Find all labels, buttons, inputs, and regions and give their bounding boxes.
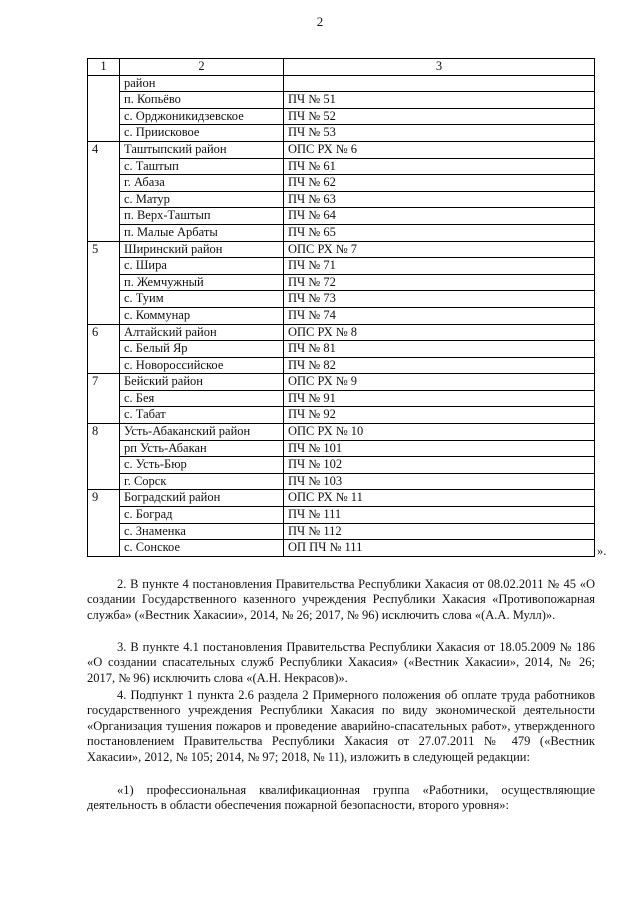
fire-unit-cell: ПЧ № 53 xyxy=(284,125,595,142)
locality-cell: с. Боград xyxy=(120,507,284,524)
locality-cell: Алтайский район xyxy=(120,324,284,341)
page-number: 2 xyxy=(316,14,324,29)
locality-cell: с. Усть-Бюр xyxy=(120,457,284,474)
fire-unit-cell: ПЧ № 72 xyxy=(284,274,595,291)
locality-cell: с. Орджоникидзевское xyxy=(120,108,284,125)
table-row xyxy=(88,490,595,507)
group-number-cell: 4 xyxy=(88,141,120,241)
locality-cell: п. Копьёво xyxy=(120,92,284,109)
fire-unit-cell: ПЧ № 103 xyxy=(284,473,595,490)
table-row xyxy=(88,523,595,540)
fire-unit-cell: ОПС РХ № 11 xyxy=(284,490,595,507)
table-row xyxy=(88,540,595,557)
fire-unit-cell: ПЧ № 73 xyxy=(284,291,595,308)
fire-unit-cell: ПЧ № 82 xyxy=(284,357,595,374)
fire-unit-cell: ПЧ № 74 xyxy=(284,307,595,324)
table-row xyxy=(88,457,595,474)
fire-unit-cell: ПЧ № 111 xyxy=(284,507,595,524)
table-row xyxy=(88,125,595,142)
locality-cell: с. Таштып xyxy=(120,158,284,175)
fire-unit-cell: ОП ПЧ № 111 xyxy=(284,540,595,557)
group-number-cell xyxy=(88,75,120,141)
table-row xyxy=(88,158,595,175)
fire-unit-cell: ПЧ № 52 xyxy=(284,108,595,125)
table-header-row xyxy=(88,59,595,76)
header-col-3: 3 xyxy=(284,59,595,76)
table-row xyxy=(88,473,595,490)
fire-unit-cell: ПЧ № 112 xyxy=(284,523,595,540)
locality-cell: с. Туим xyxy=(120,291,284,308)
table-row xyxy=(88,175,595,192)
fire-unit-cell: ОПС РХ № 9 xyxy=(284,374,595,391)
fire-units-table xyxy=(87,58,595,557)
locality-cell: г. Сорск xyxy=(120,473,284,490)
fire-unit-cell: ПЧ № 91 xyxy=(284,390,595,407)
group-number-cell: 7 xyxy=(88,374,120,424)
table-row xyxy=(88,291,595,308)
fire-unit-cell: ПЧ № 62 xyxy=(284,175,595,192)
fire-unit-cell: ОПС РХ № 8 xyxy=(284,324,595,341)
fire-unit-cell: ПЧ № 64 xyxy=(284,208,595,225)
table-row xyxy=(88,75,595,92)
table-row xyxy=(88,191,595,208)
fire-unit-cell: ПЧ № 65 xyxy=(284,224,595,241)
table-row xyxy=(88,92,595,109)
locality-cell: п. Малые Арбаты xyxy=(120,224,284,241)
table-row xyxy=(88,324,595,341)
locality-cell: п. Верх-Таштып xyxy=(120,208,284,225)
table-row xyxy=(88,274,595,291)
paragraph-4-quote: «1) профессиональная квалификационная группа «Работники, осуществляющие деятельность в области обеспечения пожарной безопасности, второго уровня»: xyxy=(87,783,595,813)
locality-cell: Бейский район xyxy=(120,374,284,391)
locality-cell: с. Сонское xyxy=(120,540,284,557)
table-row xyxy=(88,390,595,407)
locality-cell: с. Знаменка xyxy=(120,523,284,540)
paragraph-2: 2. В пункте 4 постановления Правительства Республики Хакасия от 08.02.2011 № 45 «О создании Государственного казенного учреждения Республики Хакасия «Противопожарная служба» («Вестник Хакасии», 2014, № 26; 2017, № 96) исключить слова «(А.А. Мулл)». xyxy=(87,577,595,622)
locality-cell: с. Бея xyxy=(120,390,284,407)
table-row xyxy=(88,307,595,324)
locality-cell: г. Абаза xyxy=(120,175,284,192)
table-row xyxy=(88,440,595,457)
table-row xyxy=(88,507,595,524)
table-row xyxy=(88,407,595,424)
table-row xyxy=(88,141,595,158)
locality-cell: с. Коммунар xyxy=(120,307,284,324)
fire-unit-cell: ОПС РХ № 7 xyxy=(284,241,595,258)
table-row xyxy=(88,241,595,258)
closing-quote: ». xyxy=(597,544,607,558)
fire-unit-cell: ОПС РХ № 6 xyxy=(284,141,595,158)
locality-cell: с. Белый Яр xyxy=(120,341,284,358)
fire-unit-cell: ПЧ № 102 xyxy=(284,457,595,474)
group-number-cell: 9 xyxy=(88,490,120,556)
fire-unit-cell: ПЧ № 71 xyxy=(284,258,595,275)
table-row xyxy=(88,224,595,241)
locality-cell: с. Матур xyxy=(120,191,284,208)
locality-cell: п. Жемчужный xyxy=(120,274,284,291)
paragraph-4: 4. Подпункт 1 пункта 2.6 раздела 2 Примерного положения об оплате труда работников государственного учреждения Республики Хакасия по виду экономической деятельности «Организация тушения пожаров и проведение аварийно-спасательных работ», утвержденного постановлением Правительства Республики Хакасия от 27.07.2011 № 479 («Вестник Хакасии», 2012, № 105; 2014, № 97; 2018, № 11), изложить в следующей редакции: xyxy=(87,688,595,764)
fire-unit-cell: ПЧ № 51 xyxy=(284,92,595,109)
group-number-cell: 6 xyxy=(88,324,120,374)
locality-cell: с. Табат xyxy=(120,407,284,424)
fire-unit-cell: ОПС РХ № 10 xyxy=(284,424,595,441)
locality-cell: с. Новороссийское xyxy=(120,357,284,374)
locality-cell: Ширинский район xyxy=(120,241,284,258)
table-row xyxy=(88,357,595,374)
fire-unit-cell: ПЧ № 101 xyxy=(284,440,595,457)
locality-cell: Усть-Абаканский район xyxy=(120,424,284,441)
locality-cell: Таштыпский район xyxy=(120,141,284,158)
locality-cell: с. Шира xyxy=(120,258,284,275)
locality-cell: район xyxy=(120,75,284,92)
table-row xyxy=(88,208,595,225)
paragraph-3: 3. В пункте 4.1 постановления Правительства Республики Хакасия от 18.05.2009 № 186 «О создании спасательных служб Республики Хакасия» («Вестник Хакасии», 2014, № 26; 2017, № 96) исключить слова «(А.Н. Некрасов)». xyxy=(87,640,595,685)
table-row xyxy=(88,374,595,391)
fire-unit-cell: ПЧ № 63 xyxy=(284,191,595,208)
fire-unit-cell xyxy=(284,75,595,92)
fire-unit-cell: ПЧ № 92 xyxy=(284,407,595,424)
group-number-cell: 8 xyxy=(88,424,120,490)
fire-unit-cell: ПЧ № 61 xyxy=(284,158,595,175)
header-col-1: 1 xyxy=(88,59,120,76)
table-row xyxy=(88,341,595,358)
fire-unit-cell: ПЧ № 81 xyxy=(284,341,595,358)
locality-cell: с. Приисковое xyxy=(120,125,284,142)
locality-cell: рп Усть-Абакан xyxy=(120,440,284,457)
table-row xyxy=(88,424,595,441)
header-col-2: 2 xyxy=(120,59,284,76)
table-row xyxy=(88,258,595,275)
group-number-cell: 5 xyxy=(88,241,120,324)
table-row xyxy=(88,108,595,125)
locality-cell: Боградский район xyxy=(120,490,284,507)
